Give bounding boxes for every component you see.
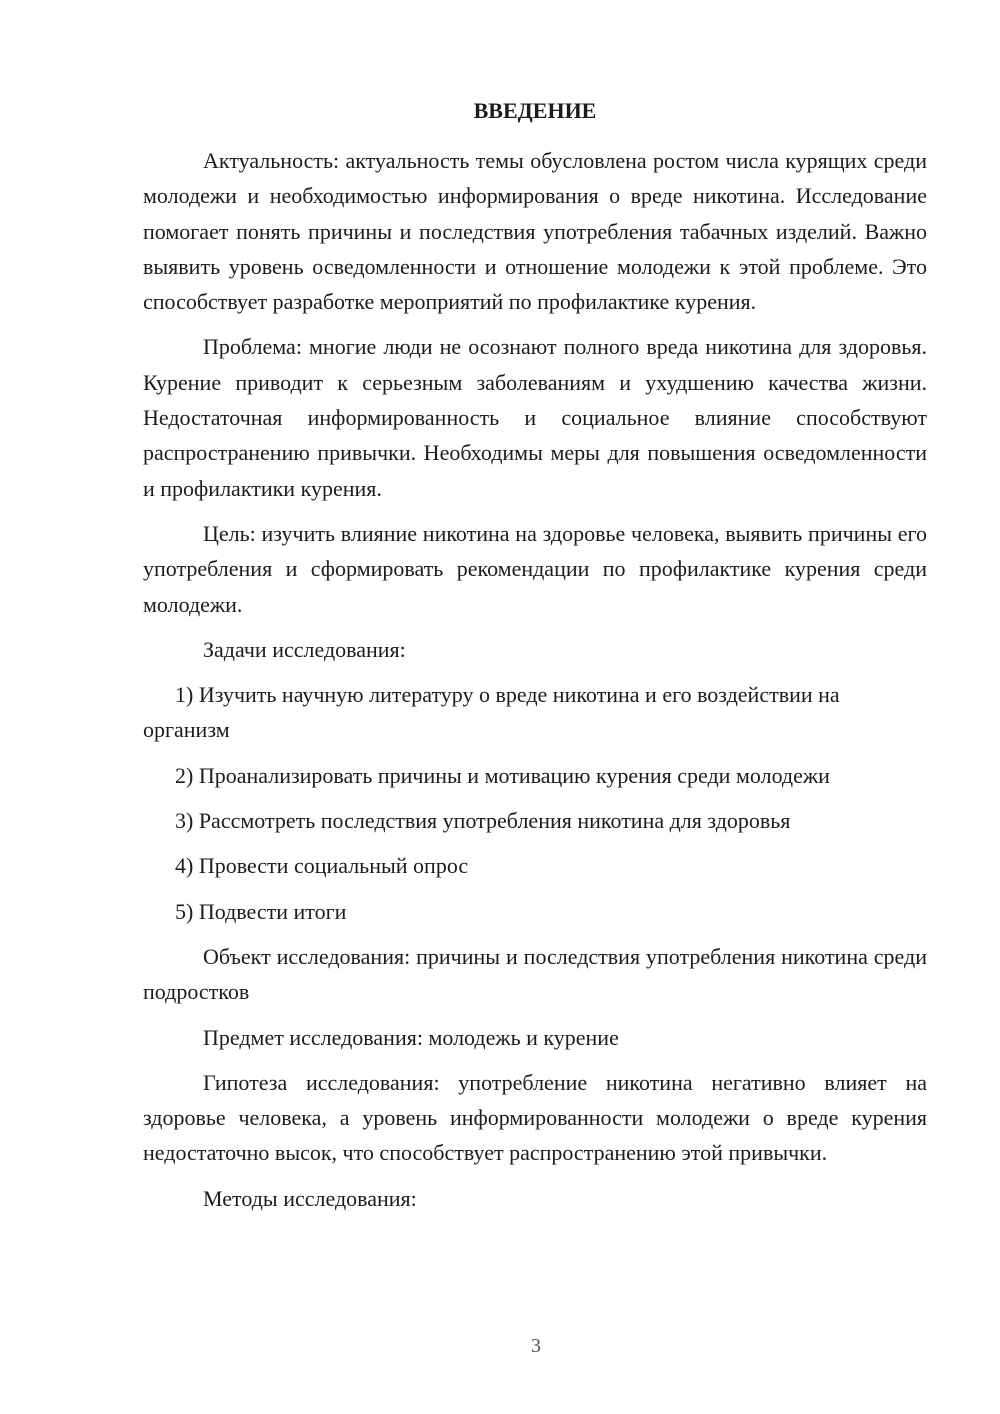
paragraph-problem: Проблема: многие люди не осознают полного вреда никотина для здоровья. Курение приводит к серьезным заболеваниям и ухудшению качества жизни. Недостаточная информированность и социальное влияние способствуют распространению привычки. Необходимы меры для повышения осведомленности и профилактики курения.: [143, 334, 927, 501]
tasks-heading: Задачи исследования:: [203, 636, 406, 662]
paragraph-goal: Цель: изучить влияние никотина на здоровье человека, выявить причины его употребления и сформировать рекомендации по профилактике курения среди молодежи.: [143, 520, 927, 617]
task-item-3: 3) Рассмотреть последствия употребления никотина для здоровья: [175, 808, 791, 834]
page-number: 3: [531, 1335, 541, 1357]
paragraph-relevance: Актуальность: актуальность темы обусловлена ростом числа курящих среди молодежи и необходимостью информирования о вреде никотина. Исследование помогает понять причины и последствия употребления табачных изделий. Важно выявить уровень осведомленности и отношение молодежи к этой проблеме. Это способствует разработке мероприятий по профилактике курения.: [143, 148, 927, 315]
paragraph-object: Объект исследования: причины и последствия употребления никотина среди подростков: [143, 943, 927, 1005]
task-item-4: 4) Провести социальный опрос: [175, 853, 469, 879]
section-title: ВВЕДЕНИЕ: [473, 98, 597, 123]
task-item-1: 1) Изучить научную литературу о вреде никотина и его воздействии на организм: [143, 682, 840, 743]
page-content: [143, 96, 927, 1226]
task-item-5: 5) Подвести итоги: [175, 898, 347, 924]
methods-heading: Методы исследования:: [203, 1185, 417, 1211]
paragraph-subject: Предмет исследования: молодежь и курение: [203, 1024, 619, 1050]
task-item-2: 2) Проанализировать причины и мотивацию курения среди молодежи: [175, 762, 830, 788]
paragraph-hypothesis: Гипотеза исследования: употребление никотина негативно влияет на здоровье человека, а уровень информированности молодежи о вреде курения недостаточно высок, что способствует распространению этой привычки.: [143, 1069, 927, 1166]
